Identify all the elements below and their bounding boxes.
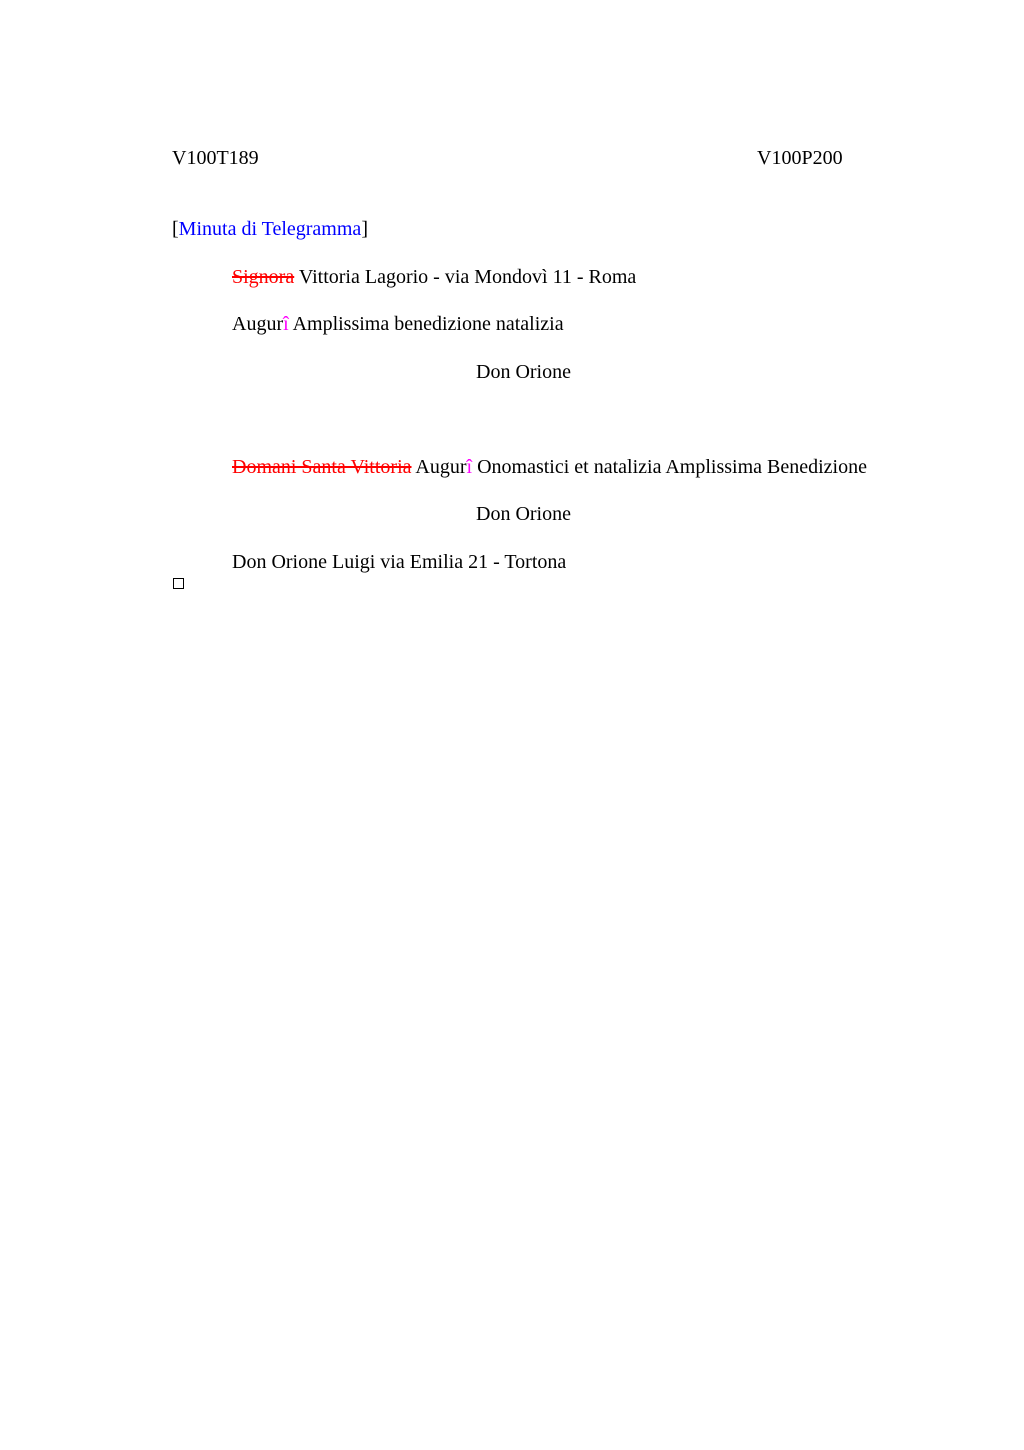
- telegram1-recipient: Vittoria Lagorio - via Mondovì 11 - Roma: [294, 266, 637, 288]
- document-reference-left: V100T189: [172, 147, 259, 169]
- telegram1-deleted-word: Signora: [232, 266, 295, 288]
- telegram2-signature: Don Orione: [476, 503, 571, 525]
- telegram1-body-rest: Amplissima benedizione natalizia: [288, 313, 564, 335]
- telegram2-body-line: [232, 455, 867, 479]
- telegram1-body-line: [232, 312, 564, 336]
- title-text: Minuta di Telegramma: [178, 218, 362, 240]
- title-open-bracket: [: [172, 218, 179, 240]
- telegram2-body-start: Augur: [411, 456, 467, 478]
- telegram1-recipient-line: [232, 265, 636, 289]
- document-title: [172, 217, 368, 241]
- telegram2-body-mark: î: [466, 456, 473, 478]
- checkbox-square-icon: [173, 578, 184, 589]
- telegram2-body-rest: Onomastici et natalizia Amplissima Benedizione: [472, 456, 867, 478]
- telegram1-body-start: Augur: [232, 313, 284, 335]
- telegram1-body-mark: î: [283, 313, 289, 335]
- title-close-bracket: ]: [361, 218, 368, 240]
- sender-line: Don Orione Luigi via Emilia 21 - Tortona: [232, 551, 567, 573]
- document-reference-right: V100P200: [757, 147, 843, 169]
- telegram2-deleted-text: Domani Santa Vittoria: [232, 456, 412, 478]
- telegram1-signature: Don Orione: [476, 361, 571, 383]
